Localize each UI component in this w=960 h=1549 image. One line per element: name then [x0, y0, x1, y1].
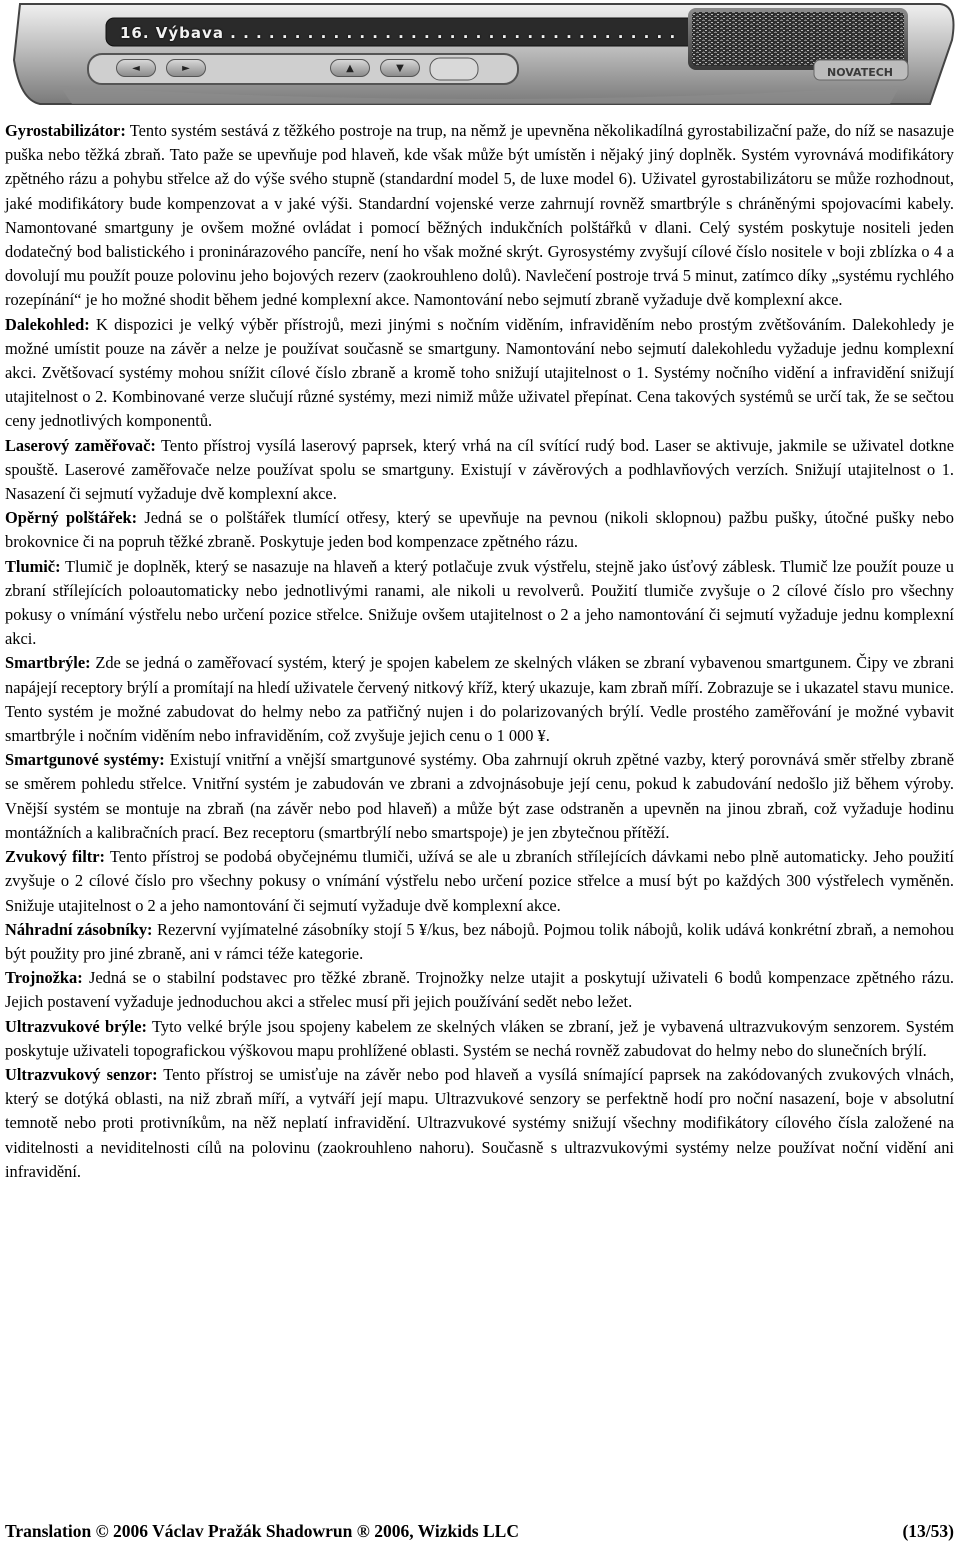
section-ultrazvukovy-senzor: [5, 1063, 954, 1184]
section-text: K dispozici je velký výběr přístrojů, mezi jinými s nočním viděním, infraviděním nebo prostým zvětšováním. Dalekohledy je možné umístit pouze na závěr a nelze je používat současně se smartguny. Namontování nebo sejmutí dalekohledu vyžaduje jednu komplexní akci. Zvětšovací systémy mohou snížit cílové číslo zbraně a kromě toho snižují utajitelnost o 1. Systémy nočního vidění a infravidění snižují utajitelnost o 2. Kombinované verze slučují různé systémy, mezi nimiž může uživatel přepínat. Cena takových systémů se určí tak, že se sečtou ceny jednotlivých komponentů.: [5, 314, 954, 431]
section-term: Opěrný polštářek:: [5, 508, 138, 528]
arrow-left-icon: ◄: [132, 62, 140, 74]
page-number: (13/53): [902, 1521, 954, 1541]
section-gyrostabilizator: [5, 119, 954, 313]
section-text: Tento přístroj se umisťuje na závěr nebo pod hlaveň a vysílá snímající paprsek na zakódovaných zvukových vlnách, který se dotýká oblasti, na niž zbraň míří, a vytváří její mapu. Ultrazvukové senzory se perfektně hodí pro noční nasazení, boje v absolutní temnotě nebo proti protivníkům, na něž neplatí infravidění. Ultrazvukové systémy snižují všechny modifikátory cílového čísla založené na viditelnosti a neviditelnosti cílů na polovinu (zaokrouhleno nahoru). Současně s ultrazvukovými systémy nelze používat noční vidění ani infravidění.: [5, 1064, 954, 1181]
section-text: Tento přístroj vysílá laserový paprsek, který vrhá na cíl svítící rudý bod. Laser se aktivuje, jakmile se uživatel dotkne spouště. Laserové zaměřovače nelze používat spolu se smartguny. Existují v závěrových a podhlavňových verzích. Snižují utajitelnost o 1. Nasazení či sejmutí vyžaduje dvě komplexní akce.: [5, 435, 954, 504]
document-body: [5, 119, 954, 1184]
section-term: Tlumič:: [5, 556, 61, 576]
section-text: Jedná se o stabilní podstavec pro těžké zbraně. Trojnožky nelze utajit a poskytují uživateli 6 bodů kompenzace zpětného rázu. Jejich postavení vyžaduje jednoduchou akci a střelec musí při jejich používání sedět nebo ležet.: [5, 968, 954, 1012]
section-term: Trojnožka:: [5, 968, 83, 988]
down-button[interactable]: [380, 59, 420, 77]
section-text: Tento systém sestává z těžkého postroje na trup, na němž je upevněna několikadílná gyrostabilizační paže, do níž se nasazuje puška nebo těžká zbraň. Tato paže se upevňuje pod hlaveň, kde však může být umístěn i nějaký jiný doplněk. Systém vyrovnává modifikátory zpětného rázu a pohybu střelce až do výše svého stupně (standardní model 5, de luxe model 6). Uživatel gyrostabilizátoru se může rozhodnout, jaké modifikátory bude kompenzovat a v jaké výši. Standardní vojenské verze zahrnují rovněž smartbrýle s chráněnými spojovacími kabely. Namontované smartguny je ovšem možné ovládat i pomocí běžných indukčních polštářků v dlani. Celý systém poskytuje nositeli jeden dodatečný bod balistického i proninárazového pancíře, není ho však možné skrýt. Gyrosystémy zvyšují cílové číslo nositele v boji zblízka o 4 a dovolují mu použít pouze polovinu jeho bojových rezerv (zaokrouhleno dolů). Navlečení postroje trvá 5 minut, zatímco díky „systému rychlého rozepínání“ je ho možné shodit během jedné komplexní akce. Namontování nebo sejmutí zbraně vyžaduje dvě komplexní akce.: [5, 121, 954, 310]
section-text: Rezervní vyjímatelné zásobníky stojí 5 ¥/kus, bez nábojů. Pojmou tolik nábojů, kolik udává konkrétní zbraň, a nemohou být použity pro jiné zbraně, ani v rámci téže kategorie.: [5, 919, 954, 963]
section-text: Tlumič je doplněk, který se nasazuje na hlaveň a který potlačuje zvuk výstřelu, stejně jako úsťový záblesk. Tlumič lze použít pouze u zbraní střílejících poloautomaticky nebo jednotlivými ranami, ale nikoli u revolverů. Použití tlumiče zvyšuje o 2 cílové číslo pro všechny pokusy o vnímání výstřelu nebo určení pozice střelce. Snižuje ovšem utajitelnost o 2 a jeho namontování či sejmutí vyžaduje jednu komplexní akci.: [5, 556, 954, 649]
arrow-down-icon: ▼: [396, 62, 404, 74]
arrow-up-icon: ▲: [346, 62, 354, 74]
brand-logo: NOVATECH: [827, 66, 893, 79]
section-smartbryle: [5, 651, 954, 748]
section-text: Jedná se o polštářek tlumící otřesy, který se upevňuje na pevnou (nikoli sklopnou) pažbu pušky, útočné pušky nebo brokovnice či na popruh těžké zbraně. Poskytuje jeden bod kompenzace zpětného rázu.: [5, 508, 954, 552]
section-tlumic: [5, 555, 954, 652]
section-trojnozka: [5, 966, 954, 1014]
section-text: Tyto velké brýle jsou spojeny kabelem ze skelných vláken se zbraní, jež je vybavená ultrazvukovým senzorem. Systém poskytuje uživateli topografickou výškovou mapu prohlížené oblasti. Systém se nechá rovněž zabudovat do helmy nebo do slunečních brýlí.: [5, 1016, 954, 1060]
next-button[interactable]: [166, 59, 206, 77]
footer-copyright: Translation © 2006 Václav Pražák Shadowrun ® 2006, Wizkids LLC: [5, 1521, 519, 1541]
section-term: Ultrazvukový senzor:: [5, 1064, 158, 1084]
header-banner: [0, 0, 960, 110]
section-term: Smartbrýle:: [5, 653, 91, 673]
banner-graphic: [0, 0, 960, 110]
up-button[interactable]: [330, 59, 370, 77]
section-term: Gyrostabilizátor:: [5, 121, 126, 140]
section-operny-polstarek: [5, 506, 954, 554]
section-term: Náhradní zásobníky:: [5, 919, 153, 939]
section-term: Ultrazvukové brýle:: [5, 1016, 147, 1036]
section-dalekohled: [5, 313, 954, 434]
section-term: Zvukový filtr:: [5, 847, 105, 867]
section-text: Zde se jedná o zaměřovací systém, který je spojen kabelem ze skelných vláken se zbraní vybavenou smartgunem. Čipy ve zbrani napájejí receptory brýlí a promítají na hledí uživatele červený nitkový kříž, který ukazuje, kam zbraň míří. Zobrazuje se i ukazatel stavu munice. Tento systém je možné zabudovat do helmy nebo za patřičný nujen i do polarizovaných brýlí. Vedle prostého zaměřování je možné vybavit smartbrýle i nočním viděním nebo infraviděním, což zvyšuje jejich cenu o 1 000 ¥.: [5, 653, 954, 746]
section-laserovy-zamerovac: [5, 434, 954, 507]
section-text: Tento přístroj se podobá obyčejnému tlumiči, užívá se ale u zbraních střílejících dávkami nebo plně automaticky. Jeho použití zvyšuje o 2 cílové číslo pro všechny pokusy o vnímání výstřelu nebo určení pozice střelce a musí být po každých 300 výstřelech vyměněn. Snižuje utajitelnost o 2 a jeho namontování či sejmutí vyžaduje dvě komplexní akce.: [5, 847, 954, 915]
prev-button[interactable]: [116, 59, 156, 77]
arrow-right-icon: ►: [182, 62, 190, 74]
section-text: Existují vnitřní a vnější smartgunové systémy. Oba zahrnují okruh zpětné vazby, který porovnává směr střelby zbraně se směrem pohledu střelce. Vnitřní systém je zabudován ve zbrani a zdvojnásobuje její cenu, pokud k zabudování nedošlo již během výroby. Vnější systém se montuje na zbraň (na závěr nebo pod hlaveň) a může být zase odstraněn a upevněn na jinou zbraň, což vyžaduje hodinu montážních a kalibračních prací. Bez receptoru (smartbrýlí nebo smartspoje) je jen zbytečnou přítěží.: [5, 750, 954, 842]
section-ultrazvukove-bryle: [5, 1015, 954, 1063]
page-footer: [5, 1519, 954, 1543]
chapter-title: 16. Výbava . . . . . . . . . . . . . . . . . . . . . . . . . . . . . . . . . . .: [120, 24, 677, 42]
section-term: Smartgunové systémy:: [5, 750, 165, 770]
section-term: Laserový zaměřovač:: [5, 435, 156, 455]
section-smartgunove-systemy: [5, 748, 954, 845]
section-nahradni-zasobniky: [5, 918, 954, 966]
section-term: Dalekohled:: [5, 314, 90, 334]
section-zvukovy-filtr: [5, 845, 954, 918]
